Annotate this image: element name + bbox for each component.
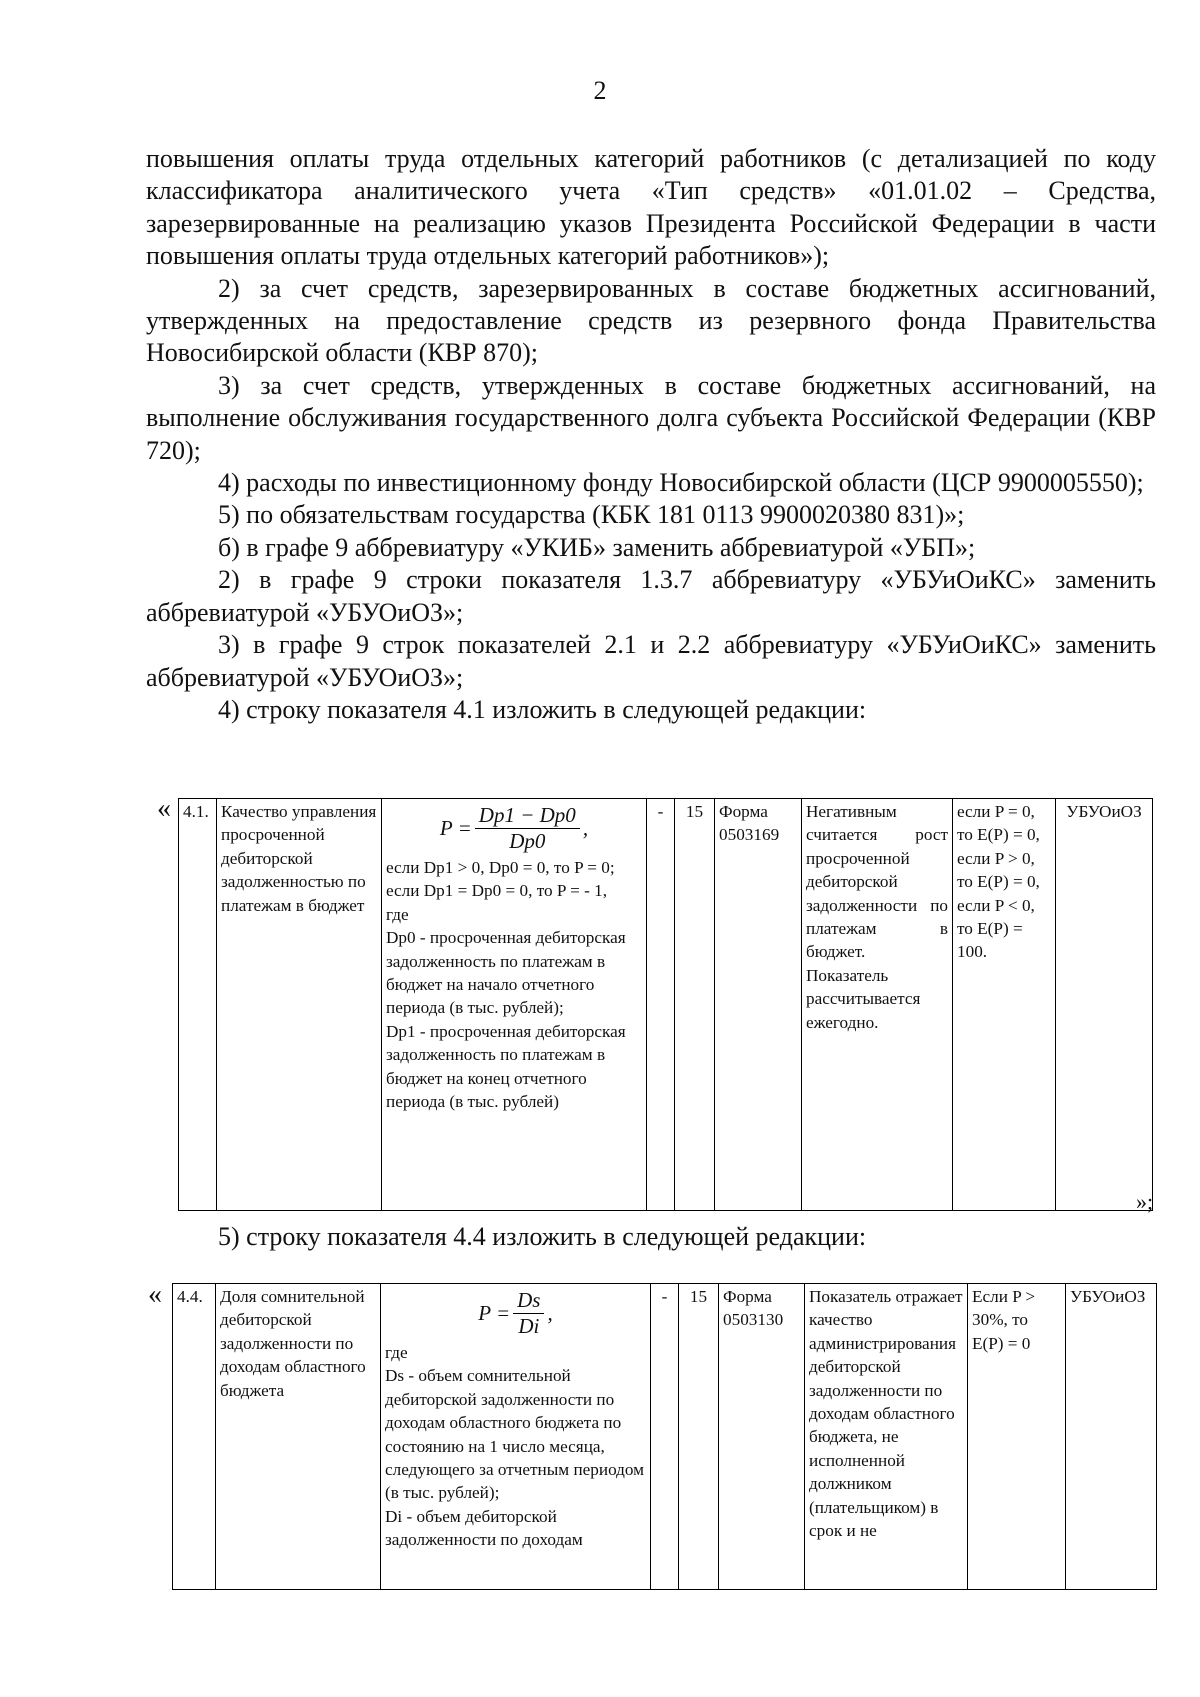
indicator-form: Форма 0503169 (715, 799, 802, 1211)
indicator-weight: 15 (679, 1284, 719, 1590)
indicator-name: Качество управления просроченной дебиторской задолженностью по платежам в бюджет (217, 799, 382, 1211)
formula-lhs: P = (478, 1300, 511, 1325)
indicator-formula (381, 1284, 651, 1590)
open-quote-1: « (157, 793, 171, 824)
document-body (146, 143, 1156, 726)
indicator-responsible: УБУОиОЗ (1066, 1284, 1157, 1590)
close-quote-1: »; (1136, 1189, 1154, 1214)
indicator-number: 4.4. (173, 1284, 216, 1590)
paragraph-3: 3) за счет средств, утвержденных в составе бюджетных ассигнований, на выполнение обслуживания государственного долга субъекта Российской Федерации (КВР 720); (146, 370, 1156, 465)
formula (386, 804, 642, 853)
formula-denominator: Dp0 (509, 829, 546, 853)
indicator-description: Негативным считается рост просроченной дебиторской задолженности по платежам в бюджет. Показатель рассчитывается ежегодно. (802, 799, 953, 1211)
formula-fraction (513, 1289, 544, 1338)
table-row (179, 799, 1153, 1211)
formula (385, 1289, 646, 1338)
table-row (173, 1284, 1157, 1590)
formula-lhs: P = (439, 815, 472, 840)
formula-numerator: Ds (513, 1289, 544, 1314)
indicator-name: Доля сомнительной дебиторской задолженности по доходам областного бюджета (216, 1284, 381, 1590)
paragraph-5: 5) по обязательствам государства (КБК 181 0113 9900020380 831)»; (218, 500, 965, 530)
paragraph-7: 2) в графе 9 строки показателя 1.3.7 аббревиатуру «УБУиОиКС» заменить аббревиатурой «УБУОиОЗ»; (146, 565, 1156, 627)
indicator-evaluation: если P = 0, то E(P) = 0, если P > 0, то E(P) = 0, если P < 0, то E(P) = 100. (953, 799, 1056, 1211)
indicator-responsible: УБУОиОЗ (1056, 799, 1153, 1211)
paragraph-1: повышения оплаты труда отдельных категорий работников (с детализацией по коду классификатора аналитического учета «Тип средств» «01.01.02 – Средства, зарезервированные на реализацию указов Президента Российской Федерации в части повышения оплаты труда отдельных категорий работников»); (146, 144, 1156, 271)
indicator-description: Показатель отражает качество администрирования дебиторской задолженности по доходам областного бюджета, не исполненной должником (плательщиком) в срок и не (805, 1284, 968, 1590)
paragraph-6: б) в графе 9 аббревиатуру «УКИБ» заменить аббревиатурой «УБП»; (218, 532, 976, 562)
page-number: 2 (593, 76, 607, 105)
formula-fraction (475, 804, 580, 853)
indicator-form: Форма 0503130 (719, 1284, 805, 1590)
formula-denominator: Di (518, 1314, 540, 1338)
paragraph-10: 5) строку показателя 4.4 изложить в следующей редакции: (218, 1222, 867, 1251)
indicator-dash: - (647, 799, 675, 1211)
open-quote-2: « (148, 1279, 162, 1310)
indicator-table-4-4 (172, 1283, 1157, 1590)
paragraph-9: 4) строку показателя 4.1 изложить в следующей редакции: (218, 694, 867, 724)
indicator-formula (382, 799, 647, 1211)
formula-tail: , (582, 815, 589, 840)
indicator-evaluation: Если P > 30%, то E(P) = 0 (968, 1284, 1066, 1590)
formula-explanation: если Dp1 > 0, Dp0 = 0, то P = 0; если Dp1 = Dp0 = 0, то P = - 1, где Dp0 - просроченная дебиторская задолженность по платежам в бюджет на начало отчетного периода (в тыс. рублей); Dp1 - просроченная дебиторская задолженность по платежам в бюджет на конец отчетного периода (в тыс. рублей) (386, 858, 626, 1112)
document-body-continued (146, 1221, 1156, 1253)
indicator-number: 4.1. (179, 799, 217, 1211)
indicator-dash: - (651, 1284, 679, 1590)
indicator-table-4-1 (178, 798, 1153, 1211)
indicator-weight: 15 (675, 799, 715, 1211)
formula-tail: , (547, 1300, 553, 1325)
paragraph-8: 3) в графе 9 строк показателей 2.1 и 2.2 аббревиатуру «УБУиОиКС» заменить аббревиатурой «УБУОиОЗ»; (146, 630, 1156, 692)
formula-numerator: Dp1 − Dp0 (475, 804, 580, 829)
paragraph-2: 2) за счет средств, зарезервированных в составе бюджетных ассигнований, утвержденных на предоставление средств из резервного фонда Правительства Новосибирской области (КВР 870); (146, 273, 1156, 368)
formula-explanation: где Ds - объем сомнительной дебиторской задолженности по доходам областного бюджета по состоянию на 1 число месяца, следующего за отчетным периодом (в тыс. рублей); Di - объем дебиторской задолженности по доходам (385, 1343, 645, 1550)
paragraph-4: 4) расходы по инвестиционному фонду Новосибирской области (ЦСР 9900005550); (218, 468, 1144, 498)
